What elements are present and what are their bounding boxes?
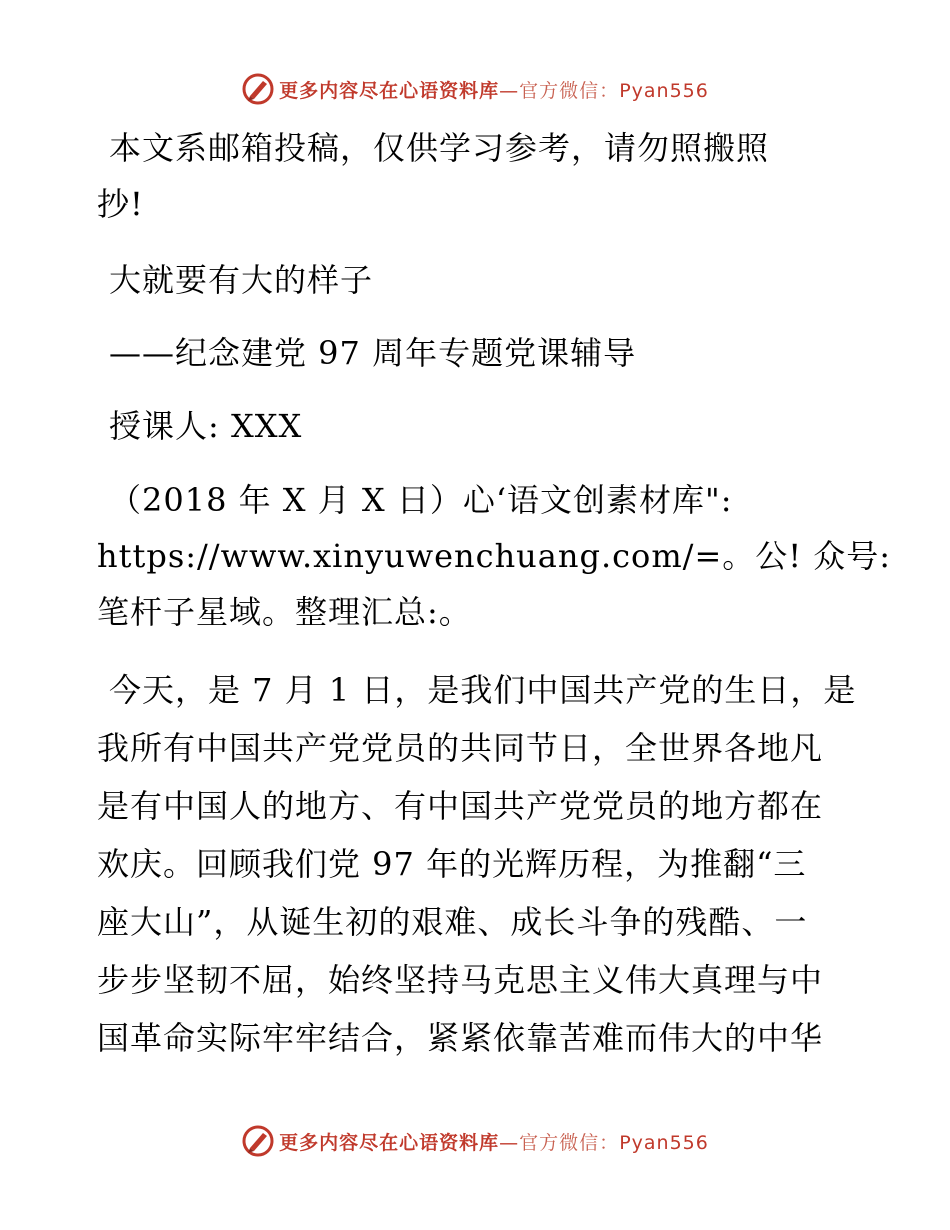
body-line: 我所有中国共产党党员的共同节日，全世界各地凡 xyxy=(97,729,824,767)
body-line: 今天，是 7 月 1 日，是我们中国共产党的生日，是 xyxy=(109,671,857,709)
notice-paragraph xyxy=(97,128,869,224)
body-line: 是有中国人的地方、有中国共产党党员的地方都在 xyxy=(97,787,824,825)
body-paragraph xyxy=(97,670,857,1058)
document-subtitle: ——纪念建党 97 周年专题党课辅导 xyxy=(109,334,637,372)
footer-banner-weixin-label: 官方微信： xyxy=(519,1131,620,1154)
lecturer-line: 授课人: XXX xyxy=(109,407,303,445)
header-banner-brand: 更多内容尽在心语资料库 xyxy=(279,79,500,102)
header-banner-text xyxy=(279,76,709,103)
notice-line: 本文系邮箱投稿，仅供学习参考，请勿照搬照 xyxy=(109,129,770,167)
footer-banner-text xyxy=(279,1128,709,1155)
pen-logo-icon xyxy=(241,72,275,106)
body-line: 欢庆。回顾我们党 97 年的光辉历程，为推翻“三 xyxy=(97,845,807,883)
source-line: https://www.xinyuwenchuang.com/=。公! 众号: xyxy=(97,537,892,575)
footer-banner-dash: — xyxy=(499,1131,520,1154)
pen-logo-icon xyxy=(241,1124,275,1158)
source-line: 笔杆子星域。整理汇总:。 xyxy=(97,593,472,631)
header-banner-weixin-id: Pyan556 xyxy=(619,79,709,102)
footer-banner xyxy=(0,1124,950,1158)
header-banner-dash: — xyxy=(499,79,520,102)
header-banner xyxy=(0,72,950,106)
source-line: （2018 年 X 月 X 日）心‘语文创素材库": xyxy=(109,481,733,519)
header-banner-weixin-label: 官方微信： xyxy=(519,79,620,102)
document-title: 大就要有大的样子 xyxy=(109,261,374,299)
source-paragraph xyxy=(97,480,892,632)
footer-banner-brand: 更多内容尽在心语资料库 xyxy=(279,1131,500,1154)
notice-line: 抄! xyxy=(97,185,144,223)
body-line: 座大山”，从诞生初的艰难、成长斗争的残酷、一 xyxy=(97,903,808,941)
body-line: 步步坚韧不屈，始终坚持马克思主义伟大真理与中 xyxy=(97,961,824,999)
footer-banner-weixin-id: Pyan556 xyxy=(619,1131,709,1154)
body-line: 国革命实际牢牢结合，紧紧依靠苦难而伟大的中华 xyxy=(97,1019,824,1057)
